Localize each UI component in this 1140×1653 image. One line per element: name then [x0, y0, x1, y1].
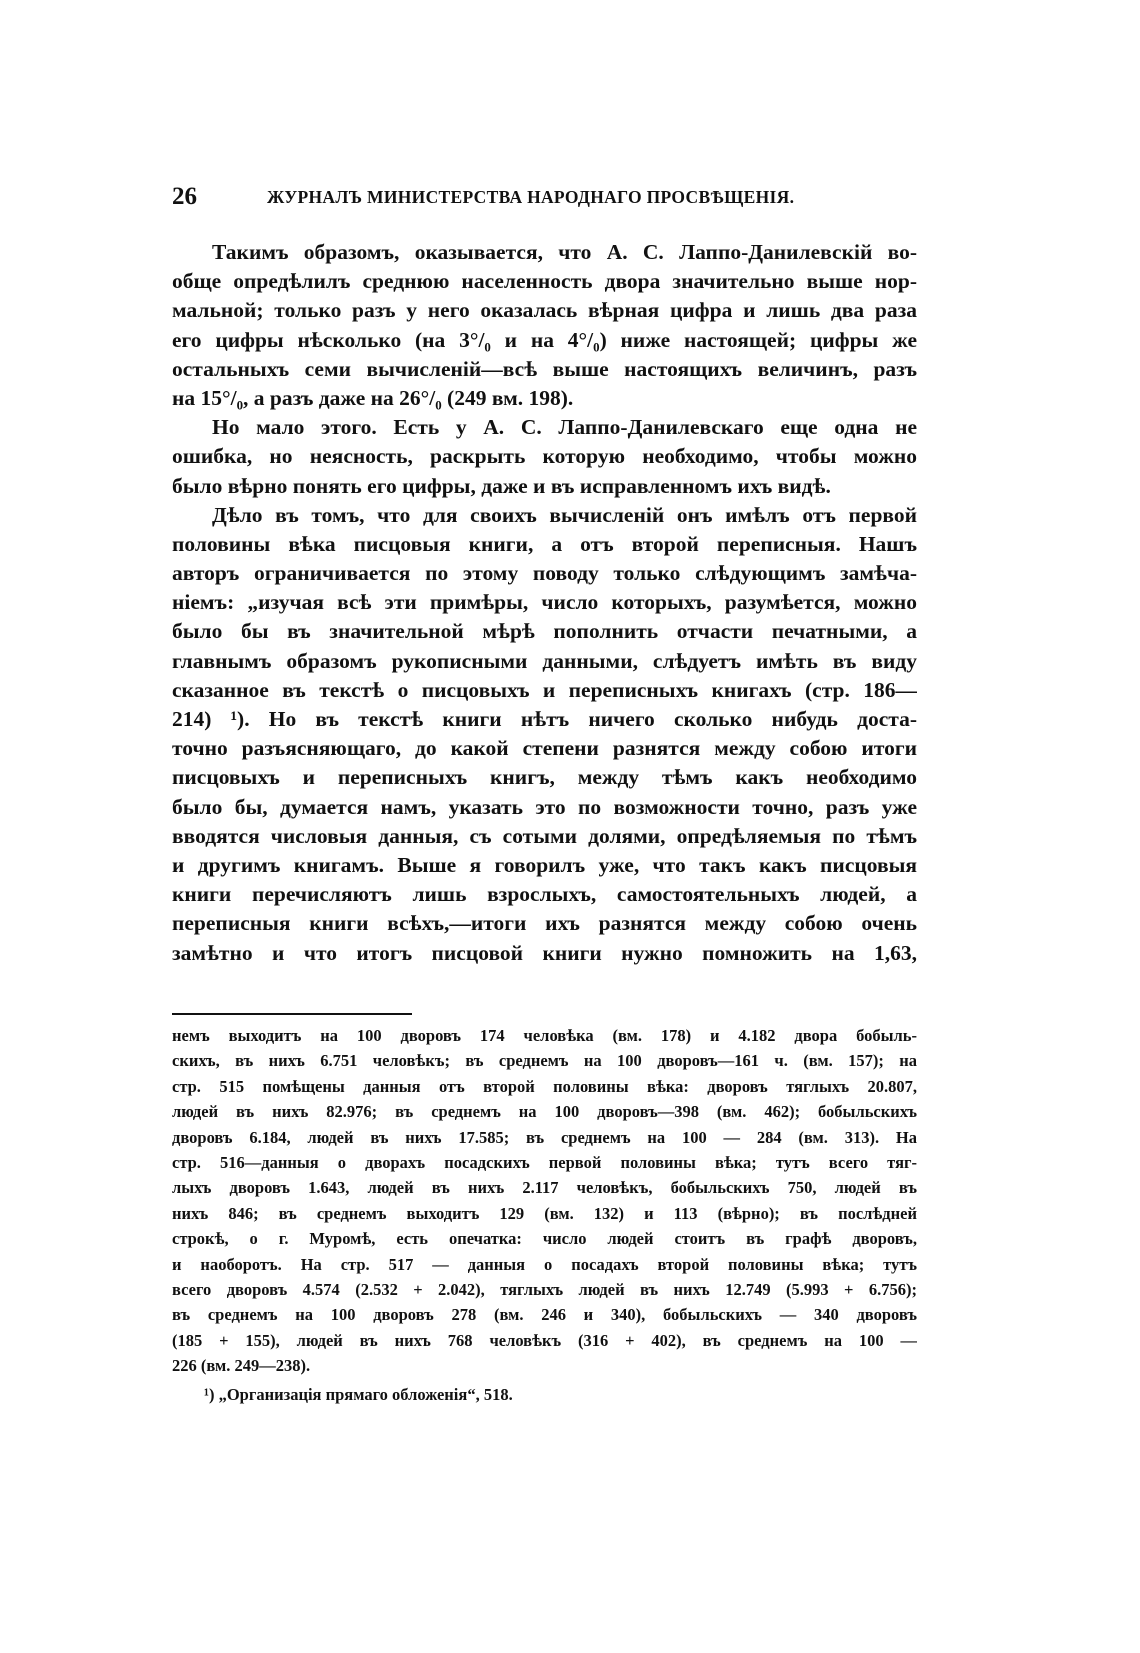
- running-title: ЖУРНАЛЪ МИНИСТЕРСТВА НАРОДНАГО ПРОСВѢЩЕНІЯ.: [267, 187, 795, 207]
- footnote-line: людей въ нихъ 82.976; въ среднемъ на 100 дворовъ—398 (вм. 462); бобыльскихъ: [172, 1102, 917, 1122]
- footnote-line: и наоборотъ. На стр. 517 — данныя о посадахъ второй половины вѣка; тутъ: [172, 1254, 917, 1274]
- text-line: остальныхъ семи вычисленій—всѣ выше настоящихъ величинъ, разъ: [172, 356, 917, 381]
- text-line: мальной; только разъ у него оказалась вѣрная цифра и лишь два раза: [172, 298, 917, 323]
- text-line: было вѣрно понять его цифры, даже и въ исправленномъ ихъ видѣ.: [172, 473, 831, 498]
- footnotes: [172, 1023, 917, 1408]
- text-line: Дѣло въ томъ, что для своихъ вычисленій онъ имѣлъ отъ первой: [212, 502, 917, 527]
- text-line: и другимъ книгамъ. Выше я говорилъ уже, что такъ какъ писцовыя: [172, 852, 917, 877]
- footnote-line: немъ выходитъ на 100 дворовъ 174 человѣка (вм. 178) и 4.182 двора бобыль-: [172, 1026, 917, 1045]
- text-line: ошибка, но неясность, раскрыть которую необходимо, чтобы можно: [172, 444, 917, 469]
- page-header: [172, 183, 932, 217]
- footnote-line: дворовъ 6.184, людей въ нихъ 17.585; въ среднемъ на 100 — 284 (вм. 313). На: [172, 1127, 917, 1147]
- footnote-reference: ¹) „Организація прямаго обложенія“, 518.: [204, 1385, 513, 1405]
- text-line: переписныя книги всѣхъ,—итоги ихъ разнятся между собою очень: [172, 911, 917, 936]
- text-line: авторъ ограничивается по этому поводу только слѣдующимъ замѣча-: [172, 561, 917, 586]
- text-line: обще опредѣлилъ среднюю населенность двора значительно выше нор-: [172, 269, 917, 294]
- text-line: вводятся числовыя данныя, съ сотыми долями, опредѣляемыя по тѣмъ: [172, 823, 917, 848]
- text-line: было бы, думается намъ, указать это по возможности точно, разъ уже: [172, 794, 917, 819]
- footnote-line: строкѣ, о г. Муромѣ, есть опечатка: число людей стоитъ въ графѣ дворовъ,: [172, 1229, 917, 1249]
- text-line: замѣтно и что итогъ писцовой книги нужно помножить на 1,63,: [172, 940, 917, 965]
- footnote-line: стр. 515 помѣщены данныя отъ второй половины вѣка: дворовъ тяглыхъ 20.807,: [172, 1076, 917, 1096]
- text-line: половины вѣка писцовыя книги, а отъ второй переписныя. Нашъ: [172, 531, 917, 556]
- text-line: Но мало этого. Есть у А. С. Лаппо-Данилевскаго еще одна не: [212, 415, 917, 440]
- text-line: ніемъ: „изучая всѣ эти примѣры, число которыхъ, разумѣется, можно: [172, 590, 917, 615]
- footnote-line: скихъ, въ нихъ 6.751 человѣкъ; въ среднемъ на 100 дворовъ—161 ч. (вм. 157); на: [172, 1051, 917, 1071]
- footnote-line: въ среднемъ на 100 дворовъ 278 (вм. 246 и 340), бобыльскихъ — 340 дворовъ: [172, 1305, 917, 1325]
- text-line: на 15°/₀, а разъ даже на 26°/₀ (249 вм. 198).: [172, 385, 574, 410]
- text-line: книги перечисляютъ лишь взрослыхъ, самостоятельныхъ людей, а: [172, 882, 917, 907]
- text-line: сказанное въ текстѣ о писцовыхъ и переписныхъ книгахъ (стр. 186—: [172, 677, 917, 702]
- page-number: 26: [172, 183, 197, 210]
- text-line: главнымъ образомъ рукописными данными, слѣдуетъ имѣть въ виду: [172, 648, 917, 673]
- text-line: 214) ¹). Но въ текстѣ книги нѣтъ ничего сколько нибудь доста-: [172, 707, 917, 731]
- footnote-line: (185 + 155), людей въ нихъ 768 человѣкъ (316 + 402), въ среднемъ на 100 —: [172, 1330, 917, 1350]
- text-line: его цифры нѣсколько (на 3°/₀ и на 4°/₀) ниже настоящей; цифры же: [172, 327, 917, 352]
- text-line: точно разъясняющаго, до какой степени разнятся между собою итоги: [172, 736, 917, 761]
- text-line: было бы въ значительной мѣрѣ пополнить отчасти печатными, а: [172, 619, 917, 644]
- footnote-divider: [172, 1013, 412, 1015]
- text-line: писцовыхъ и переписныхъ книгъ, между тѣмъ какъ необходимо: [172, 765, 917, 790]
- footnote-line: нихъ 846; въ среднемъ выходитъ 129 (вм. 132) и 113 (вѣрно); въ послѣдней: [172, 1203, 917, 1223]
- footnote-line: стр. 516—данныя о дворахъ посадскихъ первой половины вѣка; тутъ всего тяг-: [172, 1152, 917, 1172]
- footnote-line: лыхъ дворовъ 1.643, людей въ нихъ 2.117 человѣкъ, бобыльскихъ 750, людей въ: [172, 1178, 917, 1198]
- footnote-line: 226 (вм. 249—238).: [172, 1356, 311, 1376]
- footnote-line: всего дворовъ 4.574 (2.532 + 2.042), тяглыхъ людей въ нихъ 12.749 (5.993 + 6.756);: [172, 1279, 917, 1299]
- main-text: [172, 238, 917, 968]
- text-line: Такимъ образомъ, оказывается, что А. С. Лаппо-Данилевскій во-: [212, 240, 917, 264]
